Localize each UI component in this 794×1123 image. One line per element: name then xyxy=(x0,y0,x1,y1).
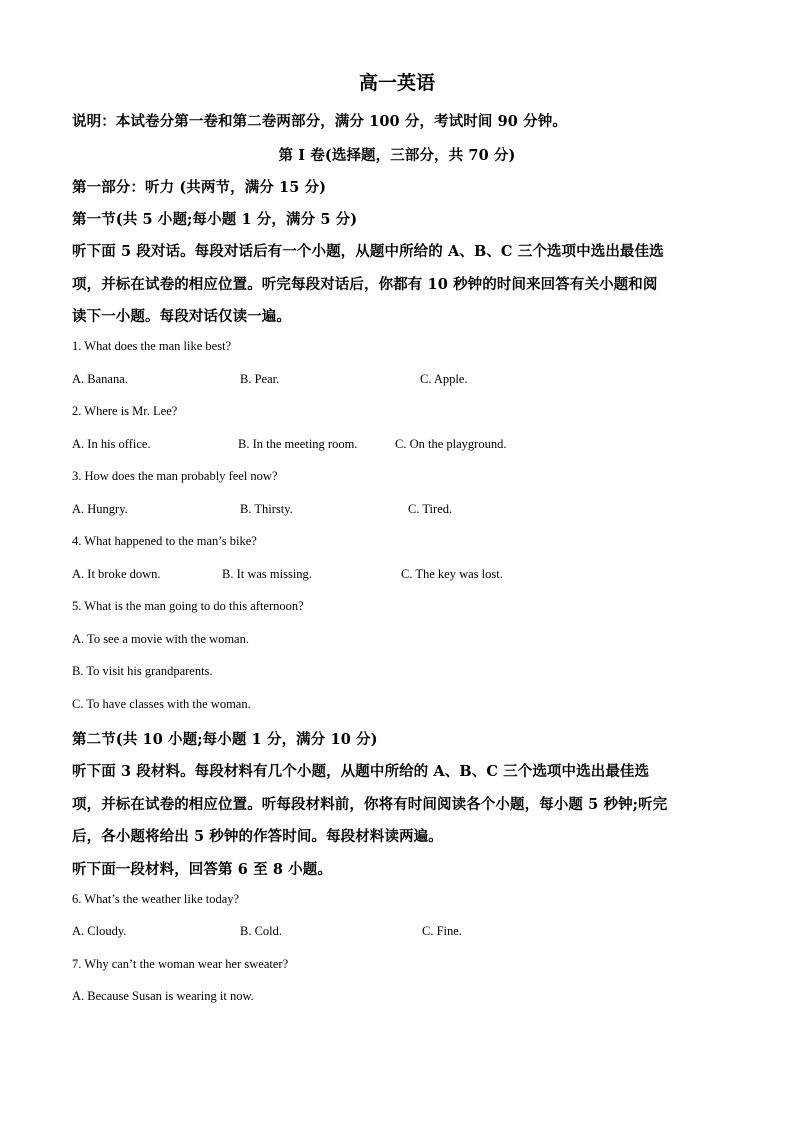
option-3a: A. Hungry. xyxy=(72,502,128,516)
section2-sub-heading: 听下面一段材料，回答第 6 至 8 小题。 xyxy=(72,861,332,878)
option-1a: A. Banana. xyxy=(72,372,128,386)
question-5: 5. What is the man going to do this afternoon? xyxy=(72,599,304,613)
option-4b: B. It was missing. xyxy=(222,567,312,581)
option-3b: B. Thirsty. xyxy=(240,502,293,516)
section2-directions-line: 听下面 3 段材料。每段材料有几个小题，从题中所给的 A、B、C 三个选项中选出最佳选 xyxy=(72,763,650,780)
question-1: 1. What does the man like best? xyxy=(72,339,232,353)
section1-directions-line: 听下面 5 段对话。每段对话后有一个小题，从题中所给的 A、B、C 三个选项中选出最佳选 xyxy=(72,243,664,260)
option-4c: C. The key was lost. xyxy=(401,567,503,581)
option-5b: B. To visit his grandparents. xyxy=(72,664,213,678)
option-2b: B. In the meeting room. xyxy=(238,437,358,451)
question-7: 7. Why can’t the woman wear her sweater? xyxy=(72,957,289,971)
option-1c: C. Apple. xyxy=(420,372,468,386)
section2-heading: 第二节(共 10 小题;每小题 1 分，满分 10 分) xyxy=(72,731,378,748)
section2-directions-line: 后，各小题将给出 5 秒钟的作答时间。每段材料读两遍。 xyxy=(72,828,443,845)
option-6a: A. Cloudy. xyxy=(72,924,127,938)
volume-heading: 第 I 卷(选择题，三部分，共 70 分) xyxy=(278,147,516,164)
option-1b: B. Pear. xyxy=(240,372,280,386)
question-6: 6. What’s the weather like today? xyxy=(72,892,240,906)
option-3c: C. Tired. xyxy=(408,502,453,516)
question-2: 2. Where is Mr. Lee? xyxy=(72,404,178,418)
option-4a: A. It broke down. xyxy=(72,567,161,581)
option-6c: C. Fine. xyxy=(422,924,462,938)
section1-directions-line: 项，并标在试卷的相应位置。听完每段对话后，你都有 10 秒钟的时间来回答有关小题和阅 xyxy=(72,276,658,293)
option-5c: C. To have classes with the woman. xyxy=(72,697,251,711)
section1-directions-line: 读下一小题。每段对话仅读一遍。 xyxy=(72,308,291,325)
question-4: 4. What happened to the man’s bike? xyxy=(72,534,257,548)
part1-heading: 第一部分：听力 (共两节，满分 15 分) xyxy=(72,179,327,196)
option-6b: B. Cold. xyxy=(240,924,283,938)
section2-directions-line: 项，并标在试卷的相应位置。听每段材料前，你将有时间阅读各个小题，每小题 5 秒钟;听完 xyxy=(72,796,668,813)
option-2c: C. On the playground. xyxy=(395,437,507,451)
option-2a: A. In his office. xyxy=(72,437,151,451)
question-3: 3. How does the man probably feel now? xyxy=(72,469,278,483)
page-title: 高一英语 xyxy=(358,72,435,94)
section1-heading: 第一节(共 5 小题;每小题 1 分，满分 5 分) xyxy=(72,211,358,228)
option-5a: A. To see a movie with the woman. xyxy=(72,632,249,646)
option-7a: A. Because Susan is wearing it now. xyxy=(72,989,254,1003)
instructions: 说明：本试卷分第一卷和第二卷两部分，满分 100 分，考试时间 90 分钟。 xyxy=(72,113,567,130)
